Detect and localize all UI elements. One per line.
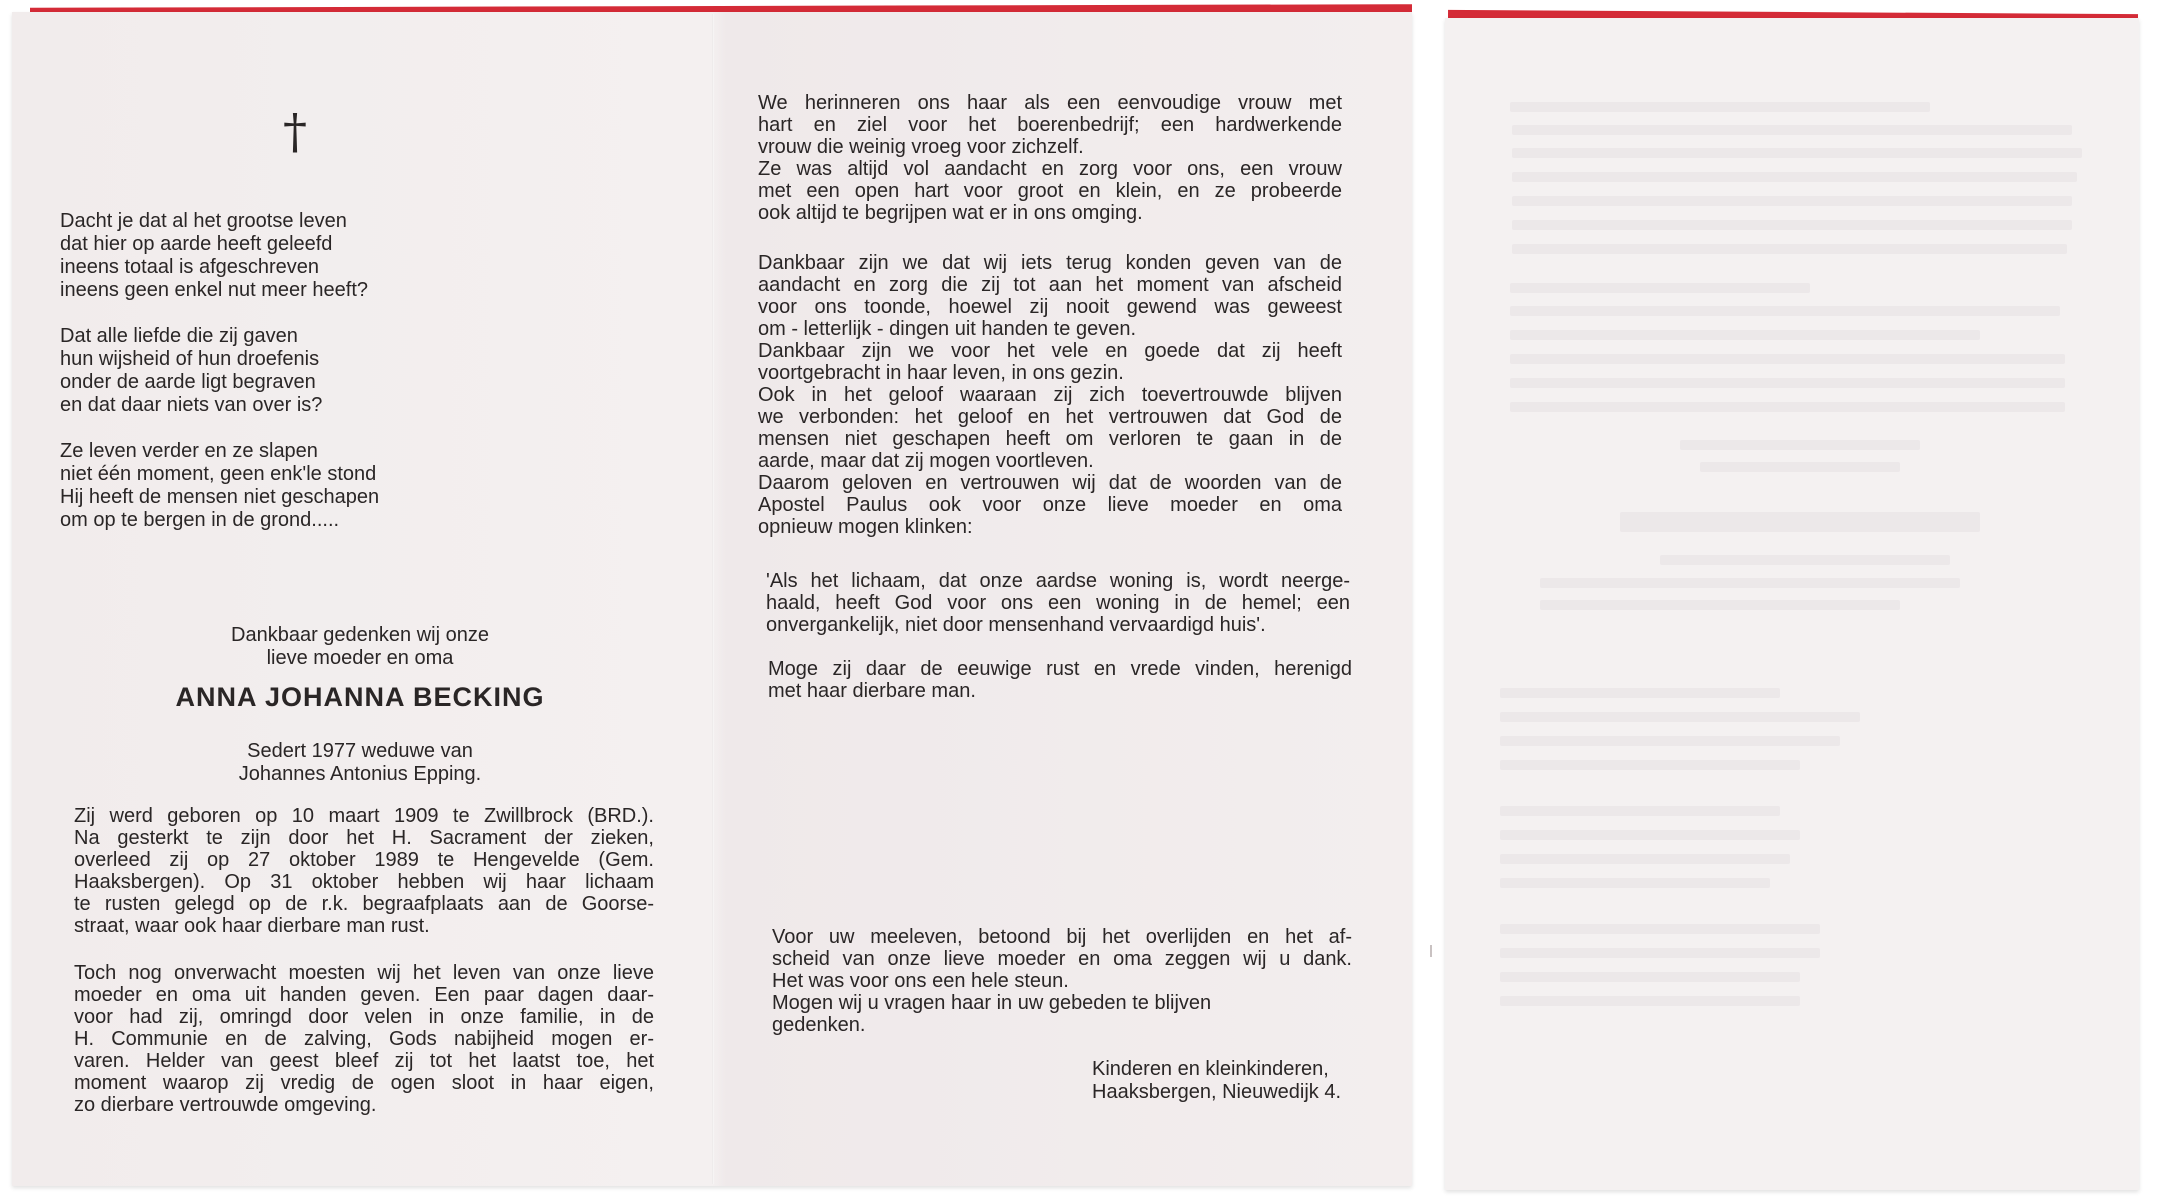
poem-line: Dacht je dat al het grootse leven (60, 210, 347, 232)
bio-line: Haaksbergen). Op 31 oktober hebben wij haar lichaam (74, 871, 654, 893)
deceased-name: ANNA JOHANNA BECKING (175, 682, 545, 712)
poem-stanza-2 (60, 325, 480, 417)
poem-line: om op te bergen in de grond..... (60, 509, 340, 531)
wish-paragraph (768, 658, 1352, 702)
text-line: Mogen wij u vragen haar in uw gebeden te blijven (772, 992, 1212, 1014)
poem-line: Dat alle liefde die zij gaven (60, 325, 298, 347)
poem-stanza-1 (60, 210, 480, 302)
poem-line: dat hier op aarde heeft geleefd (60, 233, 333, 255)
poem-line: Hij heeft de mensen niet geschapen (60, 486, 380, 508)
signoff (1092, 1058, 1341, 1104)
text-line: voor ons toonde, hoewel zij nooit gewend was geweest (758, 296, 1342, 318)
text-line: met een open hart voor groot en klein, en ze probeerde (758, 180, 1342, 202)
text-line: Het was voor ons een hele steun. (772, 970, 1069, 992)
text-line: mensen niet geschapen heeft om verloren te gaan in de (758, 428, 1342, 450)
text-line: vrouw die weinig vroeg voor zichzelf. (758, 136, 1084, 158)
poem (60, 210, 480, 555)
text-line: Moge zij daar de eeuwige rust en vrede vinden, herenigd (768, 658, 1352, 680)
poem-line: onder de aarde ligt begraven (60, 371, 316, 393)
widow-line: Johannes Antonius Epping. (238, 763, 482, 785)
cross-icon: † (283, 104, 307, 160)
bio-line: Na gesterkt te zijn door het H. Sacrament der zieken, (74, 827, 654, 849)
bio-line: overleed zij op 27 oktober 1989 te Hengevelde (Gem. (74, 849, 654, 871)
scripture-quote (766, 570, 1350, 636)
intro-line: Dankbaar gedenken wij onze (231, 624, 489, 646)
poem-line: ineens geen enkel nut meer heeft? (60, 279, 368, 301)
text-line: onvergankelijk, niet door mensenhand vervaardigd huis'. (766, 614, 1266, 636)
text-line: 'Als het lichaam, dat onze aardse woning is, wordt neerge- (766, 570, 1350, 592)
bio-line: moment waarop zij vredig de ogen sloot in haar eigen, (74, 1072, 654, 1094)
poem-line: hun wijsheid of hun droefenis (60, 348, 320, 370)
bio-line: H. Communie en de zalving, Gods nabijheid mogen er- (74, 1028, 654, 1050)
edge-mark (1430, 945, 1432, 957)
text-line: Dankbaar zijn we voor het vele en goede dat zij heeft (758, 340, 1342, 362)
bio-line: zo dierbare vertrouwde omgeving. (74, 1094, 377, 1116)
text-line: haald, heeft God voor ons een woning in de hemel; een (766, 592, 1350, 614)
text-line: Ze was altijd vol aandacht en zorg voor ons, een vrouw (758, 158, 1342, 180)
bio-line: varen. Helder van geest bleef zij tot het laatst toe, het (74, 1050, 654, 1072)
intro-line: lieve moeder en oma (266, 647, 454, 669)
text-line: met haar dierbare man. (768, 680, 976, 702)
text-line: hart en ziel voor het boerenbedrijf; een hardwerkende (758, 114, 1342, 136)
text-line: aarde, maar dat zij mogen voortleven. (758, 450, 1094, 472)
text-line: we verbonden: het geloof en het vertrouwen dat God de (758, 406, 1342, 428)
bio-line: te rusten gelegd op de r.k. begraafplaats aan de Goorse- (74, 893, 654, 915)
poem-line: en dat daar niets van over is? (60, 394, 323, 416)
text-line: Voor uw meeleven, betoond bij het overlijden en het af- (772, 926, 1352, 948)
text-line: aandacht en zorg die zij tot aan het moment van afscheid (758, 274, 1342, 296)
text-line: scheid van onze lieve moeder en oma zeggen wij u dank. (772, 948, 1352, 970)
signoff-line: Kinderen en kleinkinderen, (1092, 1058, 1329, 1080)
thanks-paragraph (772, 926, 1352, 1036)
signoff-line: Haaksbergen, Nieuwedijk 4. (1092, 1081, 1342, 1103)
text-line: gedenken. (772, 1014, 866, 1036)
poem-stanza-3 (60, 440, 480, 532)
text-line: voortgebracht in haar leven, in ons gezin. (758, 362, 1124, 384)
widow-line: Sedert 1977 weduwe van (247, 740, 473, 762)
text-line: Ook in het geloof waaraan zij zich toevertrouwde blijven (758, 384, 1342, 406)
text-line: opnieuw mogen klinken: (758, 516, 973, 538)
bio-line: straat, waar ook haar dierbare man rust. (74, 915, 430, 937)
text-line: We herinneren ons haar als een eenvoudige vrouw met (758, 92, 1342, 114)
bio-line: Toch nog onverwacht moesten wij het leven van onze lieve (74, 962, 654, 984)
biography-paragraph-2 (74, 962, 654, 1116)
bio-line: moeder en oma uit handen geven. Een paar dagen daar- (74, 984, 654, 1006)
poem-line: ineens totaal is afgeschreven (60, 256, 320, 278)
intro-text (60, 624, 660, 670)
card-fold (712, 14, 714, 1184)
memory-paragraph (758, 92, 1342, 224)
poem-line: niet één moment, geen enk'le stond (60, 463, 377, 485)
text-line: om - letterlijk - dingen uit handen te geven. (758, 318, 1136, 340)
gratitude-paragraph (758, 252, 1342, 538)
widow-text (60, 740, 660, 786)
bio-line: voor had zij, omringd door velen in onze familie, in de (74, 1006, 654, 1028)
text-line: Apostel Paulus ook voor onze lieve moeder en oma (758, 494, 1342, 516)
text-line: Dankbaar zijn we dat wij iets terug konden geven van de (758, 252, 1342, 274)
text-line: Daarom geloven en vertrouwen wij dat de woorden van de (758, 472, 1342, 494)
biography-paragraph-1 (74, 805, 654, 937)
poem-line: Ze leven verder en ze slapen (60, 440, 318, 462)
bio-line: Zij werd geboren op 10 maart 1909 te Zwillbrock (BRD.). (74, 805, 654, 827)
text-line: ook altijd te begrijpen wat er in ons omging. (758, 202, 1143, 224)
